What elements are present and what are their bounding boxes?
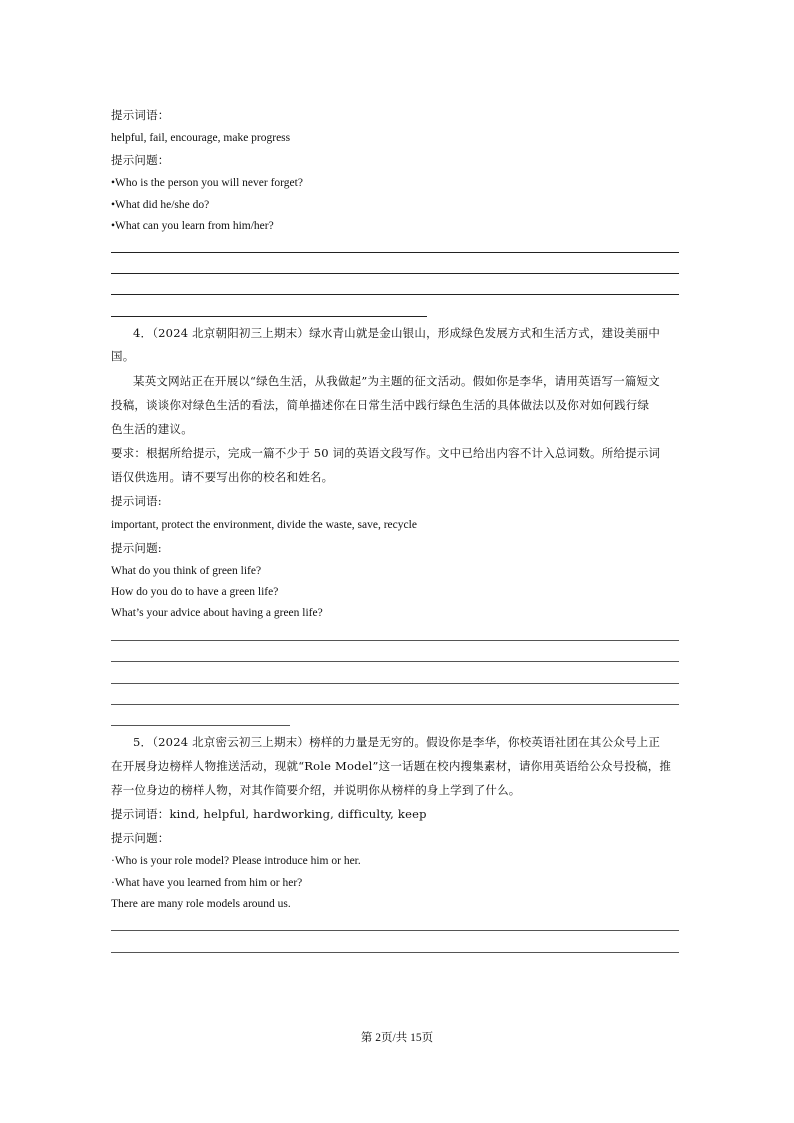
q4-para-line2: 投稿，谈谈你对绿色生活的看法，简单描述你在日常生活中践行绿色生活的具体做法以及你对如何践行绿 — [111, 398, 650, 412]
q5-title-line2: 在开展身边榜样人物推送活动，现就“Role Model”这一话题在校内搜集素材，请你用英语给公众号投稿，推 — [111, 759, 672, 773]
question-4-1: What do you think of green life? — [111, 565, 262, 577]
answer-line — [111, 273, 679, 274]
question-4-2: How do you do to have a green life? — [111, 586, 279, 598]
question-3-1: •Who is the person you will never forget? — [111, 177, 303, 189]
hint-words-label-3: 提示词语： — [111, 108, 170, 122]
answer-line — [111, 252, 679, 253]
question-5-3: There are many role models around us. — [111, 898, 291, 910]
hint-words-4: important, protect the environment, divide the waste, save, recycle — [111, 519, 417, 531]
answer-line — [111, 930, 679, 931]
answer-line — [111, 725, 290, 726]
hint-words-5: 提示词语：kind, helpful, hardworking, difficulty, keep — [111, 807, 427, 821]
question-5-1: ·Who is your role model? Please introduce him or her. — [111, 855, 361, 867]
answer-line — [111, 661, 679, 662]
answer-line — [111, 640, 679, 641]
question-5-2: ·What have you learned from him or her? — [111, 877, 303, 889]
hint-words-3: helpful, fail, encourage, make progress — [111, 132, 291, 144]
q4-requirement-line1: 要求：根据所给提示，完成一篇不少于 50 词的英语文段写作。文中已给出内容不计入总词数。所给提示词 — [111, 446, 661, 460]
q4-para-line1: 某英文网站正在开展以“绿色生活，从我做起”为主题的征文活动。假如你是李华，请用英语写一篇短文 — [133, 374, 660, 388]
question-3-3: •What can you learn from him/her? — [111, 220, 274, 232]
q4-requirement-line2: 语仅供选用。请不要写出你的校名和姓名。 — [111, 470, 334, 484]
q5-title-line3: 荐一位身边的榜样人物，对其作简要介绍，并说明你从榜样的身上学到了什么。 — [111, 783, 521, 797]
q5-title-line1: 5．（2024 北京密云初三上期末）榜样的力量是无穷的。假设你是李华，你校英语社团在其公众号上正 — [133, 735, 661, 749]
q4-para-line3: 色生活的建议。 — [111, 422, 193, 436]
hint-words-label-4: 提示词语: — [111, 494, 162, 508]
answer-line — [111, 294, 679, 295]
answer-line — [111, 952, 679, 953]
answer-line — [111, 683, 679, 684]
hint-questions-label-5: 提示问题： — [111, 831, 170, 845]
answer-line — [111, 316, 427, 317]
page-number: 第 2页/共 15页 — [360, 1032, 434, 1044]
hint-questions-label-3: 提示问题： — [111, 153, 170, 167]
q4-title-line2: 国。 — [111, 349, 135, 363]
answer-line — [111, 704, 679, 705]
question-4-3: What’s your advice about having a green life? — [111, 607, 323, 619]
hint-questions-label-4: 提示问题: — [111, 541, 162, 555]
q4-title-line1: 4．（2024 北京朝阳初三上期末）绿水青山就是金山银山，形成绿色发展方式和生活方式，建设美丽中 — [133, 326, 661, 340]
question-3-2: •What did he/she do? — [111, 199, 210, 211]
